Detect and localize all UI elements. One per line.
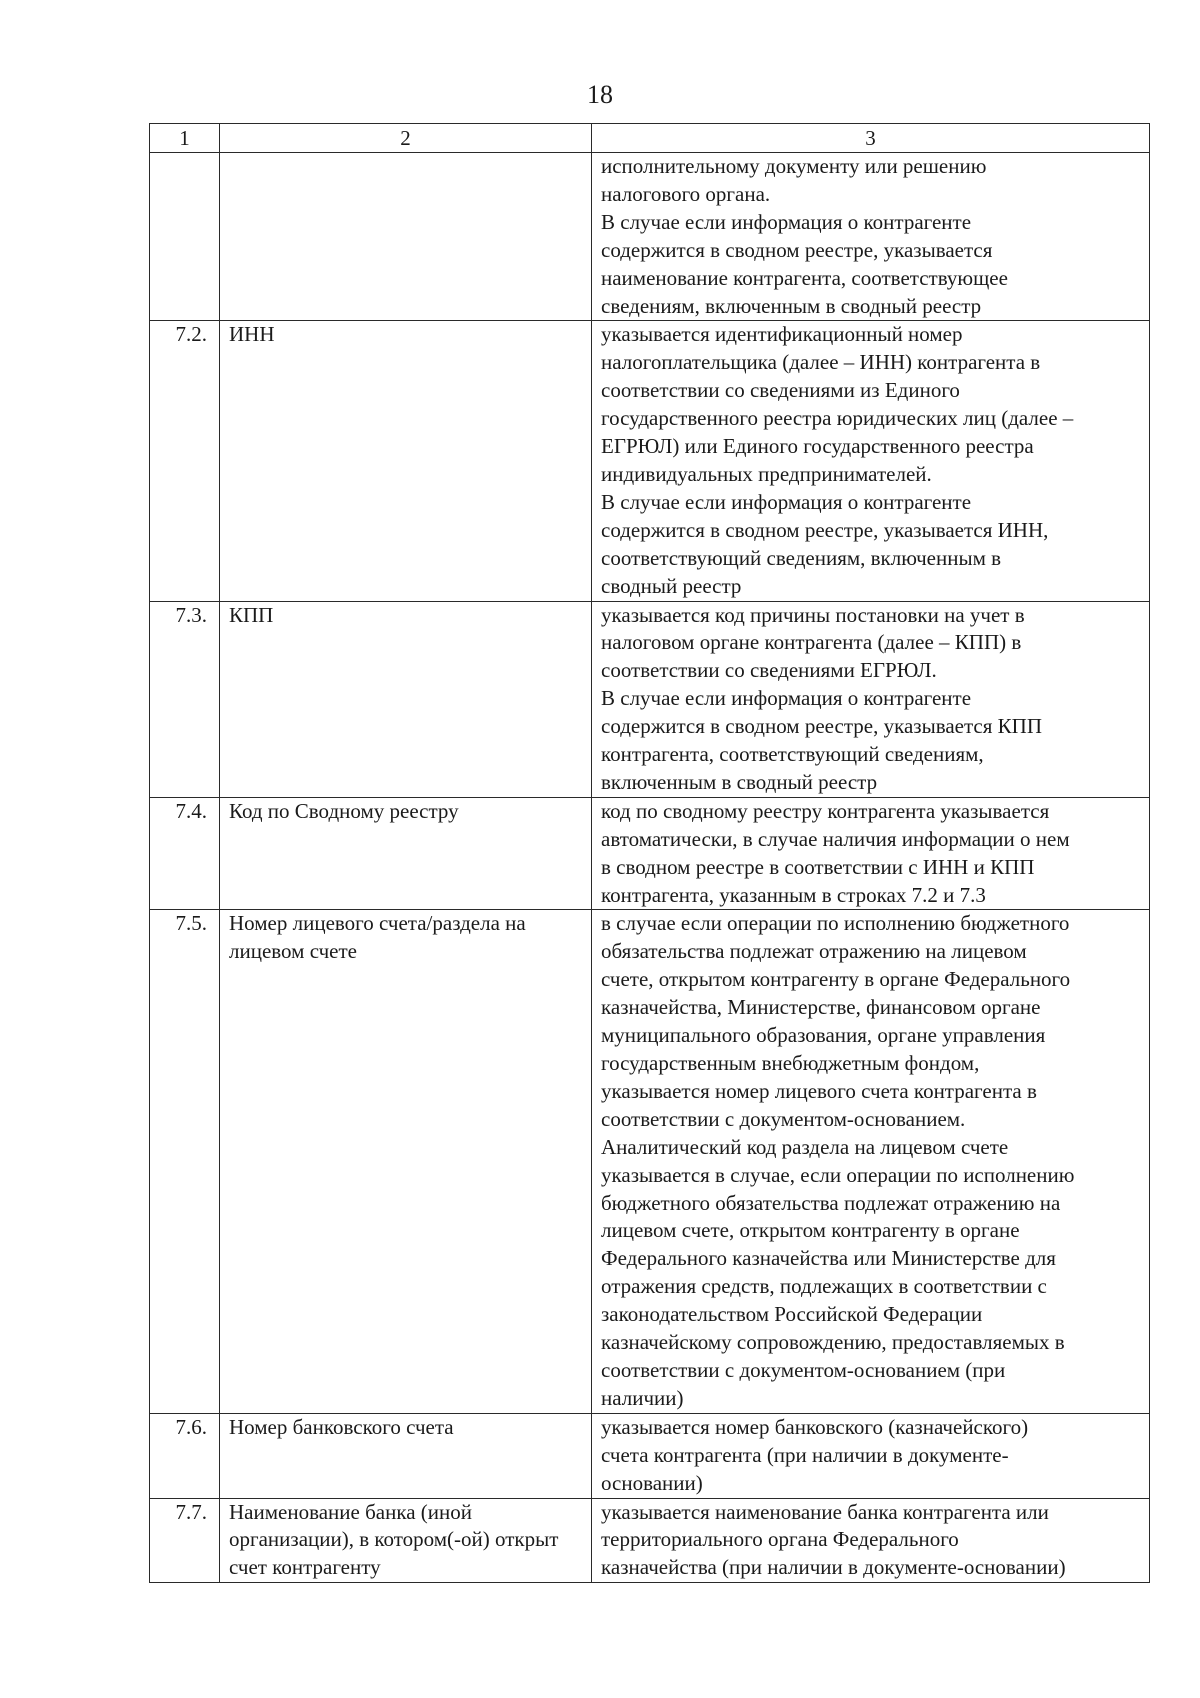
description-line: указывается идентификационный номер — [601, 322, 963, 347]
header-cell-2: 2 — [220, 124, 592, 153]
description-line: муниципального образования, органе управления — [601, 1023, 1046, 1048]
description-line: В случае если информация о контрагенте — [601, 489, 972, 514]
description-line: законодательством Российской Федерации — [601, 1302, 983, 1327]
table-row — [150, 321, 1150, 601]
row-number: 7.5. — [150, 910, 220, 1413]
field-name: Номер банковского счета — [220, 1413, 592, 1498]
field-name: КПП — [220, 601, 592, 797]
table-row — [150, 1498, 1150, 1583]
description-line: налоговом органе контрагента (далее – КПП) в — [601, 630, 1022, 655]
field-description — [592, 910, 1150, 1413]
description-line: содержится в сводном реестре, указывается — [601, 237, 993, 262]
field-description — [592, 797, 1150, 910]
table-row — [150, 797, 1150, 910]
description-line: указывается номер лицевого счета контрагента в — [601, 1078, 1037, 1103]
row-number: 7.2. — [150, 321, 220, 601]
description-line: государственным внебюджетным фондом, — [601, 1051, 980, 1075]
row-number: 7.7. — [150, 1498, 220, 1583]
description-line: указывается номер банковского (казначейского) — [601, 1414, 1029, 1439]
row-number: 7.6. — [150, 1413, 220, 1498]
description-line: контрагента, соответствующий сведениям, — [601, 742, 984, 767]
description-line: соответствии с документом-основанием. — [601, 1106, 966, 1131]
requirements-table — [149, 123, 1150, 1583]
field-description — [592, 321, 1150, 601]
description-line: в случае если операции по исполнению бюджетного — [601, 911, 1070, 936]
description-line: код по сводному реестру контрагента указывается — [601, 798, 1050, 823]
description-line: содержится в сводном реестре, указывается КПП — [601, 714, 1042, 739]
description-line: контрагента, указанным в строках 7.2 и 7.3 — [601, 882, 986, 907]
description-line: В случае если информация о контрагенте — [601, 209, 972, 234]
table-row — [150, 910, 1150, 1413]
description-line: соответствии со сведениями ЕГРЮЛ. — [601, 658, 937, 683]
field-name: Наименование банка (иной организации), в котором(-ой) открыт счет контрагенту — [220, 1498, 592, 1583]
description-line: сводный реестр — [601, 573, 742, 598]
page-number: 18 — [587, 80, 613, 109]
description-line: указывается код причины постановки на учет в — [601, 602, 1025, 627]
description-line: счета контрагента (при наличии в документе- — [601, 1442, 1009, 1467]
description-line: казначейства, Министерстве, финансовом органе — [601, 995, 1041, 1020]
description-line: лицевом счете, открытом контрагенту в органе — [601, 1218, 1020, 1243]
field-name: ИНН — [220, 321, 592, 601]
description-line: сведениям, включенным в сводный реестр — [601, 293, 982, 318]
description-line: соответствии со сведениями из Единого — [601, 378, 960, 403]
table-header-row — [150, 124, 1150, 153]
field-name: Код по Сводному реестру — [220, 797, 592, 910]
description-line: содержится в сводном реестре, указывается ИНН, — [601, 517, 1049, 542]
table-row — [150, 153, 1150, 321]
table-row — [150, 1413, 1150, 1498]
field-description — [592, 1498, 1150, 1583]
field-description — [592, 601, 1150, 797]
row-number: 7.4. — [150, 797, 220, 910]
description-line: соответствии с документом-основанием (при — [601, 1357, 1006, 1382]
description-line: Аналитический код раздела на лицевом счете — [601, 1134, 1009, 1159]
description-line: наличии) — [601, 1385, 684, 1410]
description-line: автоматически, в случае наличия информации о нем — [601, 826, 1070, 851]
description-line: соответствующий сведениям, включенным в — [601, 545, 1002, 570]
description-line: В случае если информация о контрагенте — [601, 686, 972, 711]
description-line: счете, открытом контрагенту в органе Федерального — [601, 967, 1071, 992]
description-line: исполнительному документу или решению — [601, 154, 987, 178]
header-cell-3: 3 — [592, 124, 1150, 153]
description-line: казначейства (при наличии в документе-основании) — [601, 1555, 1066, 1580]
description-line: ЕГРЮЛ) или Единого государственного реестра — [601, 434, 1034, 459]
field-description — [592, 1413, 1150, 1498]
table-row — [150, 601, 1150, 797]
description-line: включенным в сводный реестр — [601, 769, 878, 794]
description-line: наименование контрагента, соответствующее — [601, 265, 1008, 290]
description-line: Федерального казначейства или Министерстве для — [601, 1246, 1056, 1271]
field-description — [592, 153, 1150, 321]
description-line: обязательства подлежат отражению на лицевом — [601, 939, 1027, 964]
description-line: налогового органа. — [601, 181, 771, 206]
description-line: отражения средств, подлежащих в соответствии с — [601, 1274, 1047, 1299]
description-line: основании) — [601, 1470, 703, 1495]
description-line: налогоплательщика (далее – ИНН) контрагента в — [601, 350, 1041, 375]
row-number — [150, 153, 220, 321]
header-cell-1: 1 — [150, 124, 220, 153]
description-line: государственного реестра юридических лиц (далее – — [601, 406, 1074, 431]
description-line: территориального органа Федерального — [601, 1527, 959, 1552]
description-line: указывается наименование банка контрагента или — [601, 1499, 1049, 1524]
description-line: указывается в случае, если операции по исполнению — [601, 1162, 1075, 1187]
description-line: бюджетного обязательства подлежат отражению на — [601, 1190, 1061, 1215]
description-line: индивидуальных предпринимателей. — [601, 461, 932, 486]
field-name — [220, 153, 592, 321]
field-name: Номер лицевого счета/раздела на лицевом счете — [220, 910, 592, 1413]
description-line: в сводном реестре в соответствии с ИНН и КПП — [601, 854, 1035, 879]
row-number: 7.3. — [150, 601, 220, 797]
description-line: казначейскому сопровождению, предоставляемых в — [601, 1330, 1065, 1355]
